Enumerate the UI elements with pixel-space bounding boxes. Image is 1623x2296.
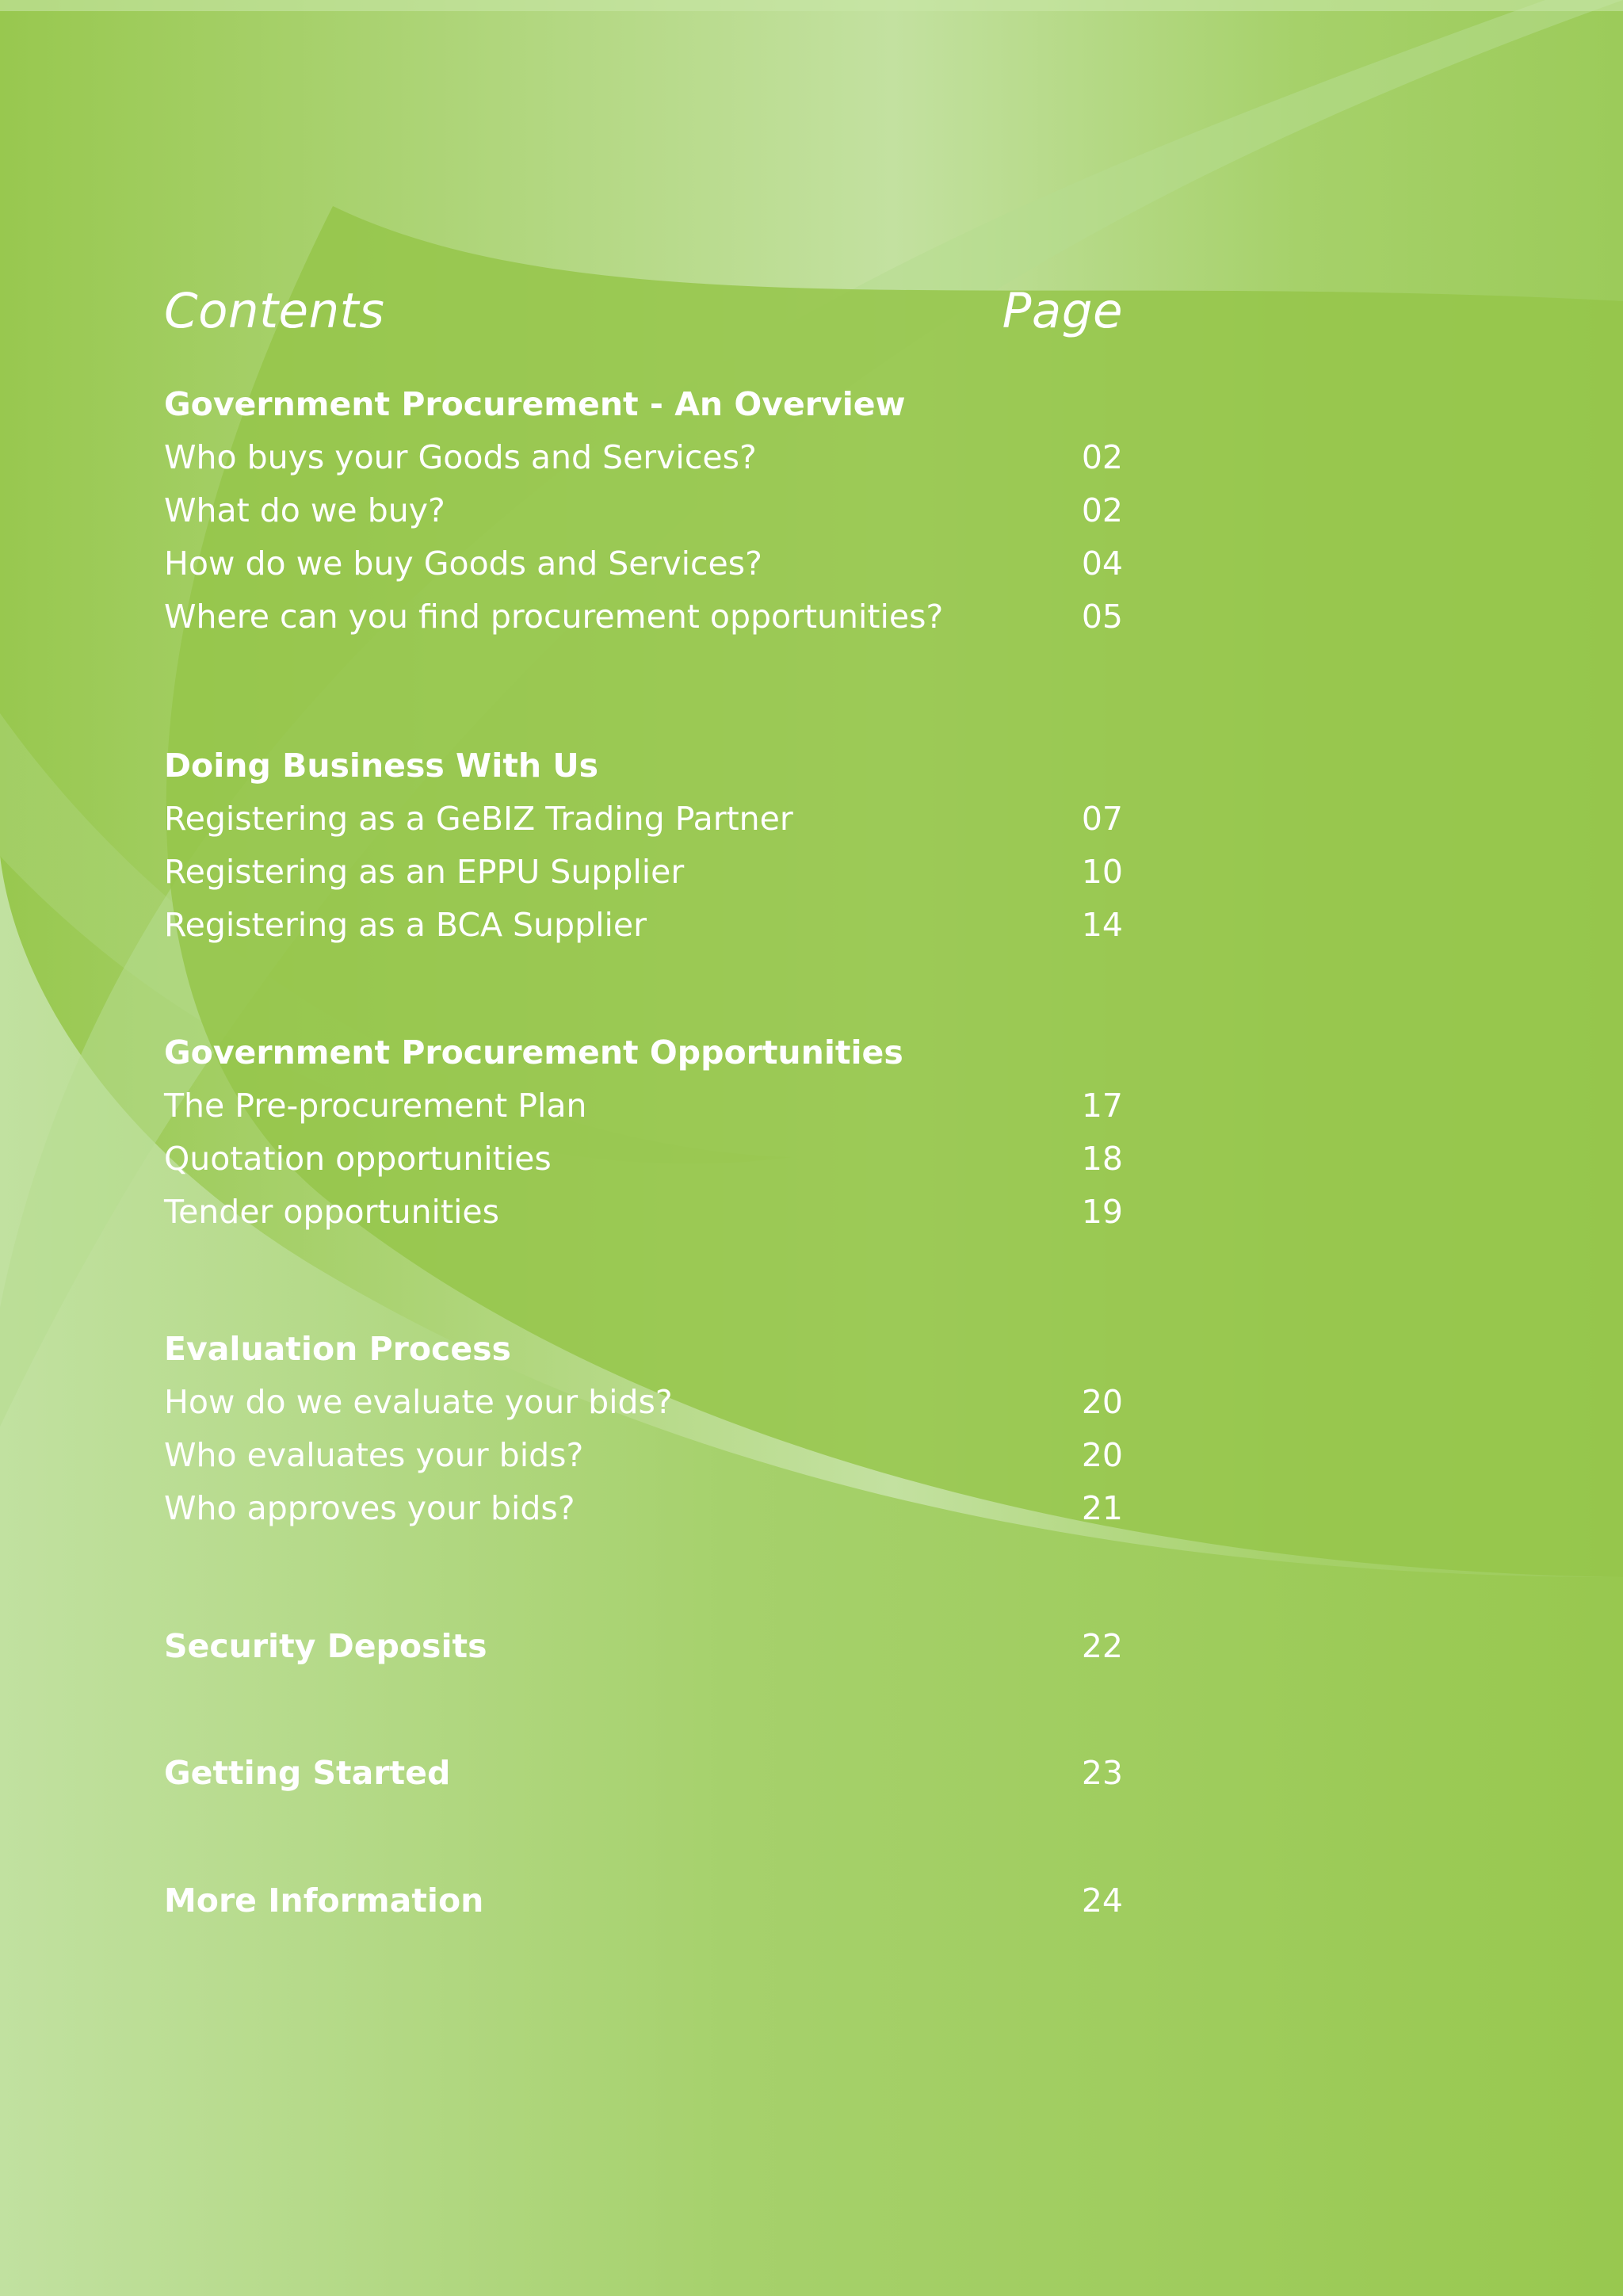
entry-label: Registering as a GeBIZ Trading Partner <box>164 800 793 838</box>
section-label: Doing Business With Us <box>164 747 599 785</box>
toc-entry[interactable] <box>164 594 1123 639</box>
section-page-number: 22 <box>1081 1627 1123 1665</box>
entry-page-number: 18 <box>1081 1140 1123 1178</box>
entry-page-number: 20 <box>1081 1436 1123 1474</box>
entry-page-number: 17 <box>1081 1087 1123 1125</box>
toc-entry[interactable] <box>164 541 1123 586</box>
table-of-contents <box>164 0 1123 2296</box>
entry-page-number: 10 <box>1081 853 1123 891</box>
entry-page-number: 21 <box>1081 1489 1123 1527</box>
entry-label: How do we buy Goods and Services? <box>164 544 762 583</box>
entry-label: Quotation opportunities <box>164 1140 552 1178</box>
section-label: Government Procurement - An Overview <box>164 385 906 423</box>
entry-page-number: 14 <box>1081 906 1123 944</box>
toc-section-title[interactable] <box>164 1030 1123 1075</box>
toc-section-title[interactable] <box>164 743 1123 788</box>
section-label: More Information <box>164 1881 484 1920</box>
toc-entry[interactable] <box>164 1486 1123 1530</box>
entry-label: Who approves your bids? <box>164 1489 575 1527</box>
contents-heading: Contents <box>164 283 385 339</box>
entry-page-number: 19 <box>1081 1193 1123 1231</box>
section-label: Security Deposits <box>164 1627 487 1665</box>
section-page-number: 24 <box>1081 1881 1123 1920</box>
toc-entry[interactable] <box>164 1137 1123 1181</box>
entry-label: The Pre-procurement Plan <box>164 1087 587 1125</box>
entry-label: Registering as an EPPU Supplier <box>164 853 685 891</box>
toc-entry[interactable] <box>164 797 1123 841</box>
entry-label: Who buys your Goods and Services? <box>164 438 757 476</box>
page-heading: Page <box>1002 283 1123 339</box>
toc-entry[interactable] <box>164 850 1123 894</box>
entry-page-number: 05 <box>1081 598 1123 636</box>
entry-page-number: 02 <box>1081 438 1123 476</box>
entry-label: Registering as a BCA Supplier <box>164 906 647 944</box>
entry-page-number: 07 <box>1081 800 1123 838</box>
entry-page-number: 02 <box>1081 491 1123 529</box>
entry-label: Tender opportunities <box>164 1193 499 1231</box>
section-label: Evaluation Process <box>164 1330 511 1368</box>
toc-entry[interactable] <box>164 1190 1123 1234</box>
entry-label: Where can you find procurement opportunities? <box>164 598 944 636</box>
entry-page-number: 20 <box>1081 1383 1123 1421</box>
toc-section-title[interactable] <box>164 1624 1123 1668</box>
entry-label: What do we buy? <box>164 491 445 529</box>
section-label: Government Procurement Opportunities <box>164 1033 903 1072</box>
section-page-number: 23 <box>1081 1754 1123 1792</box>
section-label: Getting Started <box>164 1754 451 1792</box>
toc-entry[interactable] <box>164 1083 1123 1128</box>
toc-entry[interactable] <box>164 903 1123 947</box>
toc-section-title[interactable] <box>164 1878 1123 1923</box>
toc-section-title[interactable] <box>164 382 1123 426</box>
entry-label: How do we evaluate your bids? <box>164 1383 673 1421</box>
entry-page-number: 04 <box>1081 544 1123 583</box>
toc-entry[interactable] <box>164 1433 1123 1477</box>
toc-entry[interactable] <box>164 1380 1123 1424</box>
toc-entry[interactable] <box>164 488 1123 533</box>
toc-entry[interactable] <box>164 435 1123 479</box>
toc-section-title[interactable] <box>164 1327 1123 1371</box>
entry-label: Who evaluates your bids? <box>164 1436 584 1474</box>
toc-section-title[interactable] <box>164 1751 1123 1795</box>
